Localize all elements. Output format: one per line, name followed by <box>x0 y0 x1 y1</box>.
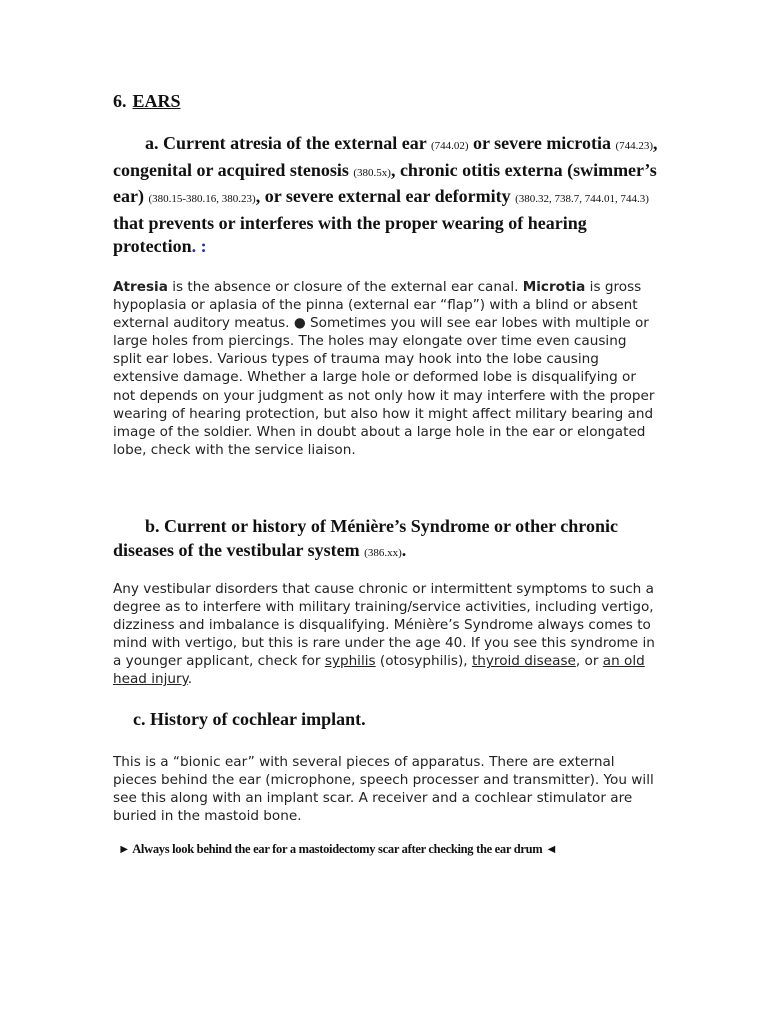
body-text: , or <box>575 653 603 670</box>
section-heading <box>113 91 181 112</box>
link-old-head-injury[interactable]: an old head injury <box>113 653 645 688</box>
subsection-a-text: that prevents or interferes with the proper wearing of hearing protection <box>113 212 587 256</box>
subsection-a-body <box>113 278 658 459</box>
section-title: EARS <box>132 91 181 111</box>
subsection-c-body: This is a “bionic ear” with several pieces of apparatus. There are external pieces behind the ear (microphone, speech processer and transmitter). You will see this along with an implant scar. A receiver and a cochlear stimulator are buried in the mastoid bone. <box>113 754 654 825</box>
subsection-a-text: or severe microtia <box>473 133 611 153</box>
subsection-c-heading <box>113 708 673 732</box>
subsection-a-end: . : <box>191 236 207 256</box>
subsection-b-letter: b. <box>145 516 160 536</box>
body-text: is gross hypoplasia or aplasia of the pinna (external ear “flap”) with a blind or absent external auditory meatus. ● Sometimes you will see ear lobes with multiple or large holes from piercings. The holes may elongate over time even causing split ear lobes. Various types of trauma may hook into the lobe causing extensive damage. Whether a large hole or deformed lobe is disqualifying or not depends on your judgment as not only how it may interfere with the proper wearing of hearing protection, but also how it might affect military bearing and image of the soldier. When in doubt about a large hole in the ear or elongated lobe, check with the service liaison. <box>113 279 655 458</box>
subsection-a-text: Current atresia of the external ear <box>163 133 427 153</box>
subsection-b-end: . <box>401 539 407 560</box>
body-text: . <box>187 671 193 688</box>
body-text: is the absence or closure of the external ear canal. <box>167 279 523 295</box>
subsection-b-heading <box>113 515 673 565</box>
subsection-c-letter: c. <box>133 709 146 729</box>
subsection-a-text: , congenital or acquired stenosis <box>113 133 658 180</box>
body-text: Any vestibular disorders that cause chronic or intermittent symptoms to such a degree as to interfere with military training/service activities, including vertigo, dizziness and imbalance is disqualifying. Ménière’s Syndrome always comes to mind with vertigo, but this is rare under the age 40. If you see this syndrome in a younger applicant, check for <box>113 581 655 670</box>
icd-code: (380.15-380.16, 380.23) <box>148 193 256 205</box>
icd-code: (386.xx) <box>364 546 402 559</box>
icd-code: (744.02) <box>430 140 469 152</box>
subsection-a-text: , or severe external ear deformity <box>255 186 511 206</box>
subsection-a-heading <box>113 132 673 259</box>
section-number: 6. <box>113 91 127 111</box>
link-thyroid-disease[interactable]: thyroid disease <box>471 653 576 670</box>
link-syphilis[interactable]: syphilis <box>324 653 376 670</box>
icd-code: (744.23) <box>615 140 654 152</box>
icd-code: (380.5x) <box>353 166 391 179</box>
subsection-c-end: . <box>361 709 366 729</box>
subsection-a-text: , chronic otitis externa (swimmer’s ear) <box>113 159 657 206</box>
icd-code: (380.32, 738.7, 744.01, 744.3) <box>515 193 649 205</box>
subsection-c-text: History of cochlear implant <box>150 709 362 729</box>
term-atresia: Atresia <box>113 279 168 295</box>
subsection-a-letter: a. <box>145 133 159 153</box>
subsection-b-text: Current or history of Ménière’s Syndrome or other chronic diseases of the vestibular system <box>113 516 618 560</box>
mastoidectomy-note: ► Always look behind the ear for a mastoidectomy scar after checking the ear drum ◄ <box>118 842 558 856</box>
subsection-b-body <box>113 580 658 689</box>
body-text: (otosyphilis), <box>375 653 472 670</box>
term-microtia: Microtia <box>522 279 586 295</box>
